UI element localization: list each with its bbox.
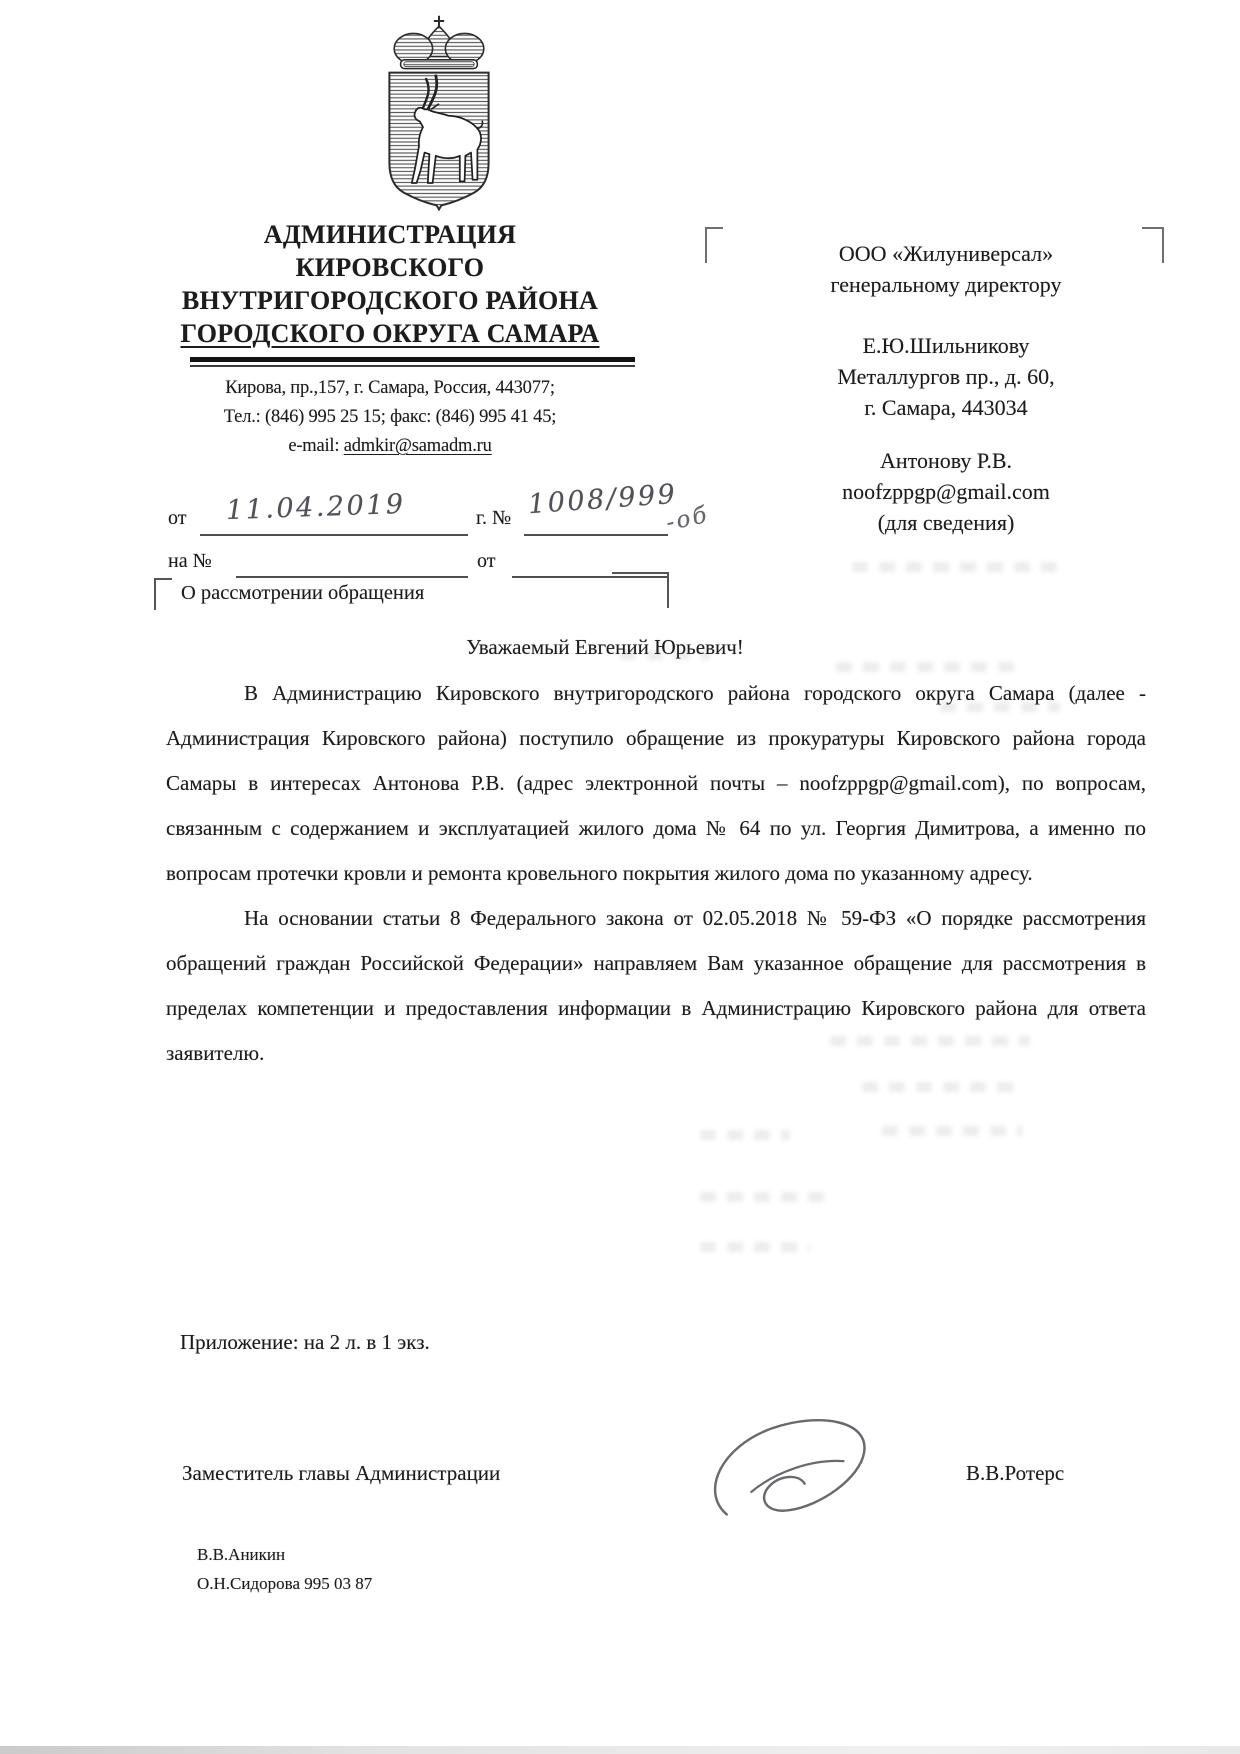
recipient-company: ООО «Жилуниверсал» [838, 241, 1054, 266]
ref-reply-number-line [236, 576, 468, 578]
ref-number-label: г. № [476, 507, 512, 529]
letterhead-email-line [130, 432, 650, 461]
ref-number-line [524, 534, 668, 536]
letterhead-phone-fax: Тел.: (846) 995 25 15; факс: (846) 995 41 45; [223, 407, 557, 427]
recipient-block [760, 238, 1132, 538]
ref-reply-from-label: от [477, 550, 496, 572]
subject-corner-mark-left [154, 578, 172, 610]
recipient-copy-note: (для сведения) [877, 510, 1015, 535]
bleed-through-artifact [700, 1242, 810, 1252]
salutation: Уважаемый Евгений Юрьевич! [466, 635, 744, 659]
body-paragraph: В Администрацию Кировского внутригородского района городского округа Самара (далее - Администрация Кировского района) поступило обращение из прокуратуры Кировского района города Самары в интересах Антонова Р.В. (адрес электронной почты – noofzppgp@gmail.com), по вопросам, связанным с содержанием и эксплуатацией жилого дома № 64 по ул. Георгия Димитрова, а именно по вопросам протечки кровли и ремонта кровельного покрытия жилого дома по указанному адресу. [166, 681, 1146, 885]
executors-block [197, 1540, 372, 1598]
bleed-through-artifact [852, 562, 1060, 572]
ref-number-suffix-handwritten: -об [663, 501, 712, 537]
recipient-city: г. Самара, 443034 [864, 395, 1028, 420]
recipient-position: генеральному директору [830, 272, 1062, 297]
org-line: АДМИНИСТРАЦИЯ [263, 220, 517, 249]
recipient-copy-name: Антонову Р.В. [879, 448, 1013, 473]
recipient-copy-email: noofzppgp@gmail.com [842, 479, 1050, 504]
bleed-through-artifact [862, 1082, 1022, 1092]
letter-body [166, 671, 1146, 1076]
recipient-corner-mark-right [1142, 227, 1164, 263]
org-line: ВНУТРИГОРОДСКОГО РАЙОНА [181, 286, 599, 315]
org-line: КИРОВСКОГО [295, 253, 485, 282]
body-paragraph: На основании статьи 8 Федерального закона от 02.05.2018 № 59-ФЗ «О порядке рассмотрения обращений граждан Российской Федерации» направляем Вам указанное обращение для рассмотрения в пределах компетенции и предоставления информации в Администрацию Кировского района для ответа заявителю. [166, 906, 1146, 1065]
subject-corner-mark-right [612, 572, 669, 608]
recipient-street: Металлургов пр., д. 60, [837, 364, 1055, 389]
ref-date-line [200, 534, 468, 536]
ref-reply-label: на № [168, 550, 212, 572]
recipient-corner-mark-left [705, 227, 723, 263]
letterhead-divider [190, 357, 635, 367]
handwritten-signature-icon [698, 1412, 903, 1540]
org-line: ГОРОДСКОГО ОКРУГА САМАРА [180, 319, 600, 348]
executor-name: В.В.Аникин [197, 1545, 286, 1564]
letterhead-org-name [130, 218, 650, 350]
subject-line: О рассмотрении обращения [181, 582, 425, 604]
signer-position-title: Заместитель главы Администрации [182, 1461, 501, 1485]
email-label: e-mail: [288, 436, 344, 456]
attachment-line: Приложение: на 2 л. в 1 экз. [180, 1330, 430, 1354]
scanner-edge-artifact [0, 1746, 1240, 1754]
bleed-through-artifact [700, 1192, 830, 1202]
bleed-through-artifact [700, 1130, 790, 1140]
samara-coat-of-arms-icon [383, 14, 495, 212]
letterhead-email: admkir@samadm.ru [343, 436, 492, 456]
letterhead-contacts [130, 374, 650, 461]
ref-number-handwritten: 1008/999 [527, 478, 679, 521]
ref-date-handwritten: 11.04.2019 [225, 488, 407, 527]
executor-name-phone: О.Н.Сидорова 995 03 87 [197, 1574, 373, 1593]
bleed-through-artifact [882, 1126, 1022, 1136]
ref-from-label: от [168, 507, 187, 529]
signer-name: В.В.Ротерс [966, 1461, 1065, 1485]
recipient-name: Е.Ю.Шильникову [862, 333, 1030, 358]
letterhead-postal-address: Кирова, пр.,157, г. Самара, Россия, 443077; [225, 378, 555, 398]
